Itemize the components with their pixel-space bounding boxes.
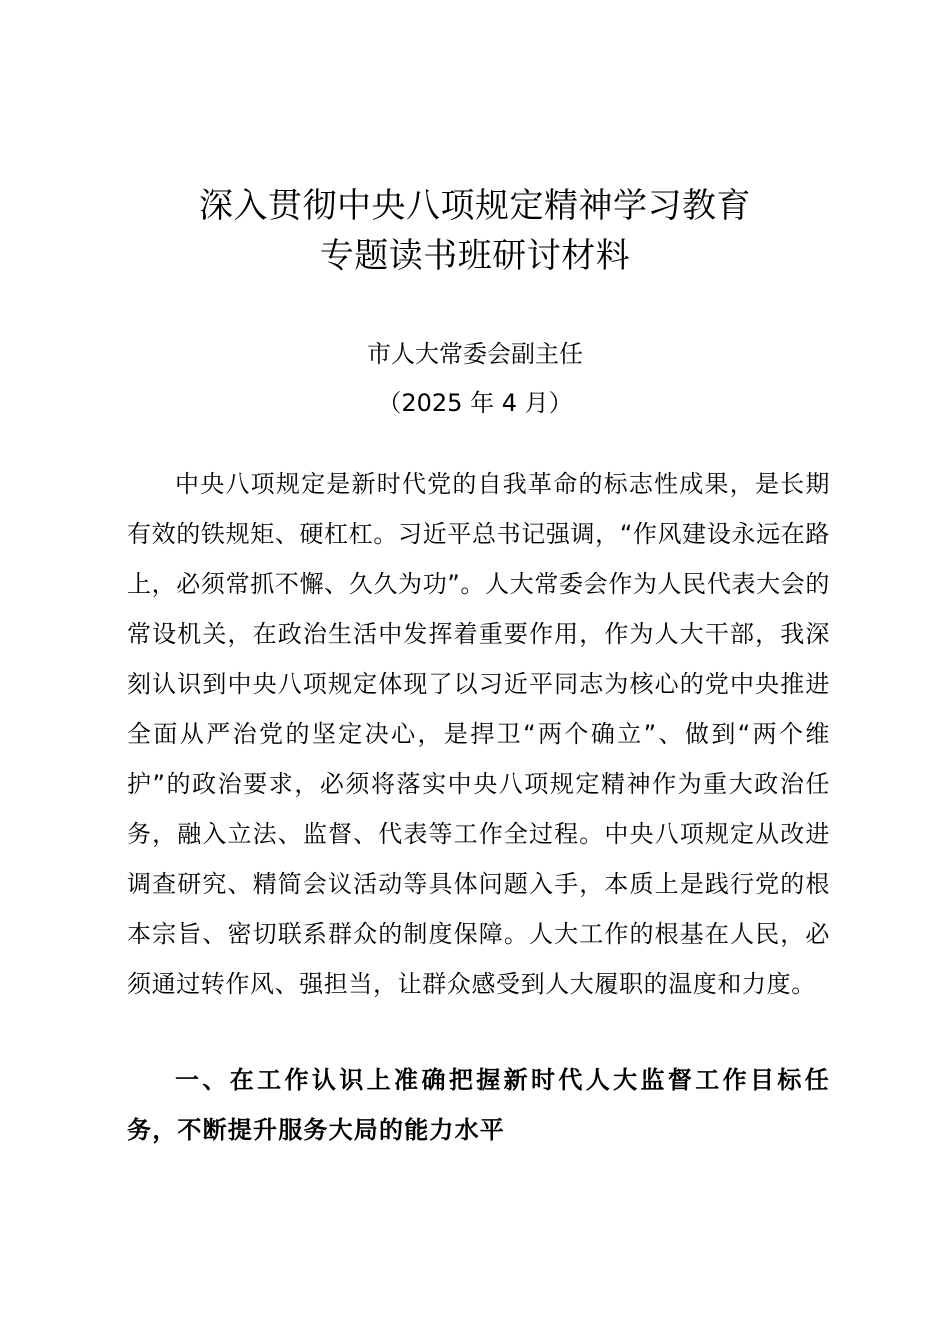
body-paragraph: 中央八项规定是新时代党的自我革命的标志性成果，是长期有效的铁规矩、硬杠杠。习近平总书记强调，“作风建设永远在路上，必须常抓不懈、久久为功”。人大常委会作为人民代表大会的常设机关，在政治生活中发挥着重要作用，作为人大干部，我深刻认识到中央八项规定体现了以习近平同志为核心的党中央推进全面从严治党的坚定决心，是捍卫“两个确立”、做到“两个维护”的政治要求，必须将落实中央八项规定精神作为重大政治任务，融入立法、监督、代表等工作全过程。中央八项规定从改进调查研究、精简会议活动等具体问题入手，本质上是践行党的根本宗旨、密切联系群众的制度保障。人大工作的根基在人民，必须通过转作风、强担当，让群众感受到人大履职的温度和力度。 <box>127 470 830 998</box>
document-title-line-2: 专题读书班研讨材料 <box>319 236 631 276</box>
author-position: 市人大常委会副主任 <box>367 340 583 368</box>
document-title-line-1: 深入贯彻中央八项规定精神学习教育 <box>199 186 751 226</box>
section-heading: 一、在工作认识上准确把握新时代人大监督工作目标任务，不断提升服务大局的能力水平 <box>127 1066 830 1144</box>
document-date: （2025 年 4 月） <box>377 389 573 417</box>
